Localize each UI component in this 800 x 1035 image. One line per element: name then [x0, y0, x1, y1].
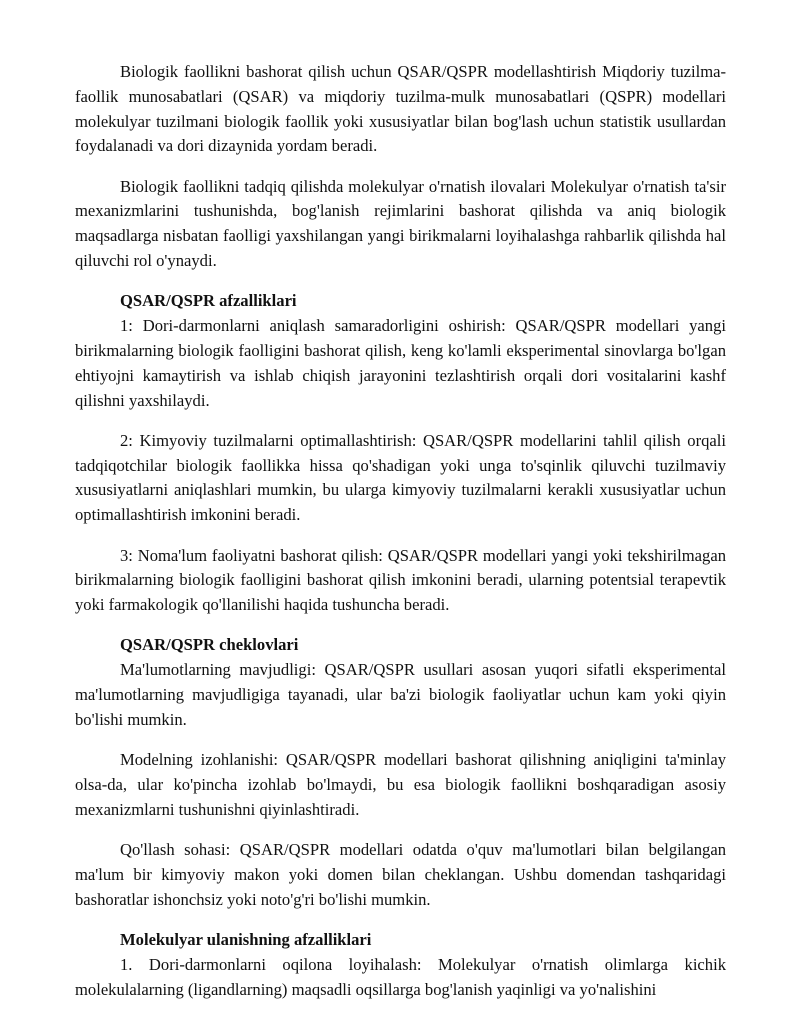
section-heading: QSAR/QSPR cheklovlari	[120, 635, 299, 655]
paragraph: Modelning izohlanishi: QSAR/QSPR modellari bashorat qilishning aniqligini ta'minlay olsa-da, ular ko'pincha izohlab bo'lmaydi, bu esa biologik faollikni boshqaradigan asosiy mexanizmlarni tushunishni qiyinlashtiradi.	[75, 750, 726, 819]
paragraph: 1: Dori-darmonlarni aniqlash samaradorligini oshirish: QSAR/QSPR modellari yangi birikmalarning biologik faolligini bashorat qilish, keng ko'lamli eksperimental sinovlarga bo'lgan ehtiyojni kamaytirish va ishlab chiqish jarayonini tezlashtirish orqali dori vositalarini kashf qilishni yaxshilaydi.	[75, 316, 726, 410]
paragraph: Ma'lumotlarning mavjudligi: QSAR/QSPR usullari asosan yuqori sifatli eksperimental ma'lumotlarning mavjudligiga tayanadi, ular ba'zi biologik faoliyatlar uchun kam yoki qiyin bo'lishi mumkin.	[75, 660, 726, 729]
section-heading: QSAR/QSPR afzalliklari	[120, 291, 297, 311]
paragraph: Biologik faollikni bashorat qilish uchun QSAR/QSPR modellashtirish Miqdoriy tuzilma-faollik munosabatlari (QSAR) va miqdoriy tuzilma-mulk munosabatlari (QSPR) modellari molekulyar tuzilmani biologik faollik yoki xususiyatlar bilan bog'lash uchun statistik usullardan foydalanadi va dori dizaynida yordam beradi.	[75, 62, 726, 156]
paragraph: Qo'llash sohasi: QSAR/QSPR modellari odatda o'quv ma'lumotlari bilan belgilangan ma'lum bir kimyoviy makon yoki domen bilan cheklangan. Ushbu domendan tashqaridagi bashoratlar ishonchsiz yoki noto'g'ri bo'lishi mumkin.	[75, 840, 726, 909]
paragraph: 2: Kimyoviy tuzilmalarni optimallashtirish: QSAR/QSPR modellarini tahlil qilish orqali tadqiqotchilar biologik faollikka hissa qo'shadigan yoki unga to'sqinlik qiluvchi tuzilmaviy xususiyatlarni aniqlashlari mumkin, bu ularga kimyoviy tuzilmalarni kerakli xususiyatlar uchun optimallashtirish imkonini beradi.	[75, 430, 726, 525]
document-page	[75, 60, 726, 1002]
paragraph: 1. Dori-darmonlarni oqilona loyihalash: Molekulyar o'rnatish olimlarga kichik molekulalarning (ligandlarning) maqsadli oqsillarga bog'lanish yaqinligi va yo'nalishini	[75, 954, 726, 999]
paragraph: 3: Noma'lum faoliyatni bashorat qilish: QSAR/QSPR modellari yangi yoki tekshirilmagan birikmalarning biologik faolligini bashorat qilish imkonini beradi, ularning potentsial terapevtik yoki farmakologik qo'llanilishi haqida tushuncha beradi.	[75, 545, 726, 615]
section-heading: Molekulyar ulanishning afzalliklari	[120, 929, 372, 949]
paragraph: Biologik faollikni tadqiq qilishda molekulyar o'rnatish ilovalari Molekulyar o'rnatish ta'sir mexanizmlarini tushunishda, bog'lanish rejimlarini bashorat qilishda va aniq biologik maqsadlarga nisbatan faolligi yaxshilangan yangi birikmalarni loyihalashga rahbarlik qilishda hal qiluvchi rol o'ynaydi.	[75, 176, 726, 271]
